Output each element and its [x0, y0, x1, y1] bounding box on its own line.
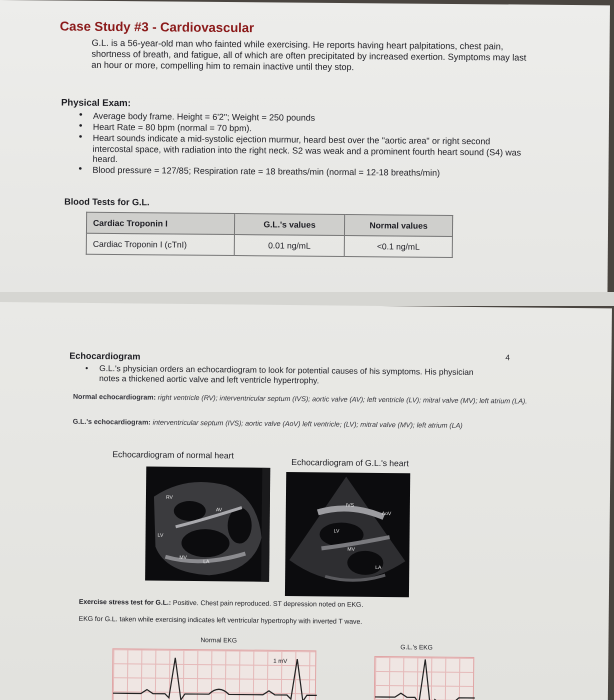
gl-ekg-label: G.L.'s EKG	[400, 644, 433, 652]
echo-label-mv: MV	[347, 546, 355, 553]
table-cell: <0.1 ng/mL	[344, 236, 452, 258]
case-intro: G.L. is a 56-year-old man who fainted while exercising. He reports having heart palpitations, chest pain, shortness of breath, and fatigue, all of which are often precipitated by increased exertion. Symptoms may last an hour or more, compelling him to remain inactive until they stop.	[91, 37, 527, 73]
case-title: Case Study #3 - Cardiovascular	[59, 18, 255, 36]
list-item: • Heart sounds indicate a mid-systolic ejection murmur, heard best over the "aortic area" or right second intercostal space, with radiation into the right neck. S2 was weak and a prominent fourth heart sound (S4) was heard.	[78, 131, 522, 165]
table-header-cell: G.L.'s values	[234, 214, 344, 236]
page-number: 4	[505, 353, 510, 363]
echo-label-ivs: IVS	[345, 502, 354, 509]
ekg-description: EKG for G.L. taken while exercising indicates left ventricular hypertrophy with inverted T wave.	[78, 615, 363, 626]
normal-echo-image	[145, 467, 270, 582]
echo-label-rv: RV	[165, 494, 173, 501]
normal-ekg-trace	[113, 649, 318, 700]
echo-label-la: LA	[203, 559, 210, 566]
gl-ekg-trace	[375, 657, 476, 700]
physical-exam-heading: Physical Exam:	[61, 97, 131, 110]
gl-echo-caption: Echocardiogram of G.L.'s heart	[291, 457, 409, 469]
table-header-cell: Normal values	[344, 215, 452, 237]
physical-exam-list	[78, 111, 529, 180]
echo-label-lv: LV	[157, 532, 164, 539]
stress-test-line: Exercise stress test for G.L.: Positive. Chest pain reproduced. ST depression noted on EKG.	[78, 598, 364, 609]
table-header-cell: Cardiac Troponin I	[86, 212, 234, 234]
bullet-icon: •	[78, 163, 83, 175]
gl-ekg-strip	[374, 656, 475, 700]
echo-bullet: • G.L.'s physician orders an echocardiogram to look for potential causes of his symptoms. His physician notes a thickened aortic valve and left ventricle hypertrophy.	[85, 362, 474, 386]
list-item: • Average body frame. Height = 6'2"; Weight = 250 pounds	[78, 109, 316, 123]
echo-heading: Echocardiogram	[69, 350, 141, 362]
bullet-icon: •	[78, 120, 83, 132]
table-row	[86, 233, 452, 257]
echocardiogram-page	[0, 302, 612, 700]
bullet-icon: •	[78, 131, 83, 143]
blood-tests-table	[86, 212, 453, 258]
gl-echo-image	[285, 472, 410, 597]
echo-label-aov: AoV	[381, 511, 392, 518]
normal-echo-caption: Echocardiogram of normal heart	[112, 449, 234, 461]
gl-echo-note: G.L.'s echocardiogram: interventricular septum (IVS); aortic valve (AoV) left ventricle; (LV); mitral valve (MV); left atrium (LA)	[72, 418, 463, 430]
table-cell: 0.01 ng/mL	[234, 235, 344, 257]
echo-label-av: AV	[215, 507, 223, 514]
list-item: • Heart Rate = 80 bpm (normal = 70 bpm).	[78, 120, 252, 134]
normal-ekg-label: Normal EKG	[200, 637, 237, 645]
bullet-icon: •	[85, 362, 89, 373]
blood-tests-heading: Blood Tests for G.L.	[64, 196, 150, 208]
list-item: • Blood pressure = 127/85; Respiration rate = 18 breaths/min (normal = 12-18 breaths/min)	[78, 163, 440, 178]
bullet-icon: •	[78, 109, 83, 121]
echo-label-lv: LV	[333, 528, 340, 535]
gl-echo-graphic	[285, 472, 410, 597]
normal-echo-note: Normal echocardiogram: right ventricle (RV); interventricular septum (IVS); aortic valve (AV); left ventricle (LV); mitral valve (MV); left atrium (LA).	[72, 393, 528, 406]
normal-ekg-strip	[112, 648, 317, 700]
table-cell: Cardiac Troponin I (cTnI)	[86, 233, 234, 255]
echo-label-mv: MV	[179, 554, 187, 561]
echo-label-la: LA	[375, 564, 382, 572]
case-study-page	[0, 0, 610, 301]
mv-scale-label: 1 mV	[273, 658, 288, 666]
